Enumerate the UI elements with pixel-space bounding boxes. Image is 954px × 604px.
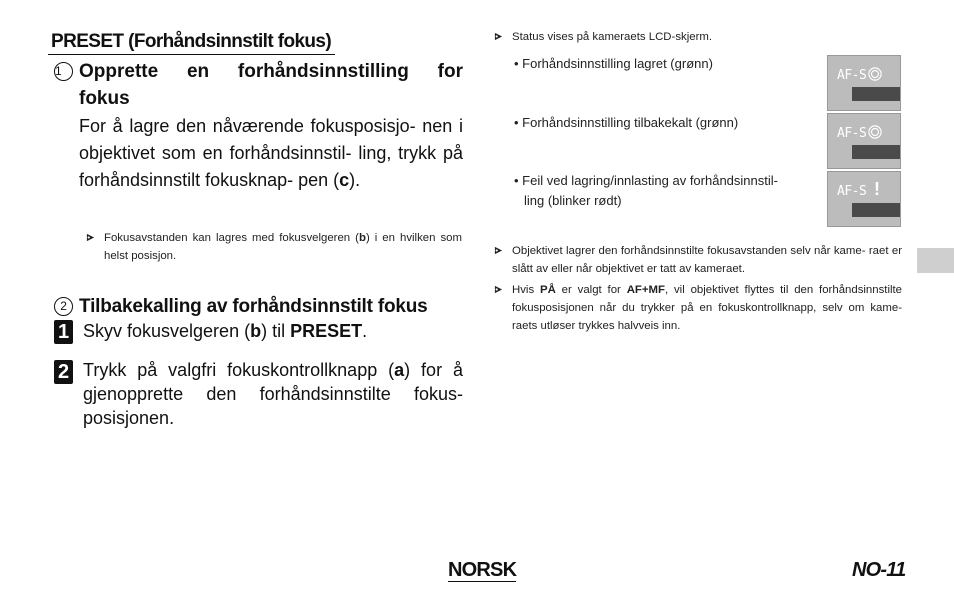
list-item: • Forhåndsinnstilling lagret (grønn) bbox=[514, 56, 713, 71]
step1-text-end: . bbox=[362, 321, 368, 341]
note-focus-distance bbox=[86, 229, 462, 265]
lcd-display bbox=[827, 171, 901, 227]
key-label-c: c bbox=[339, 170, 350, 190]
step2-text-end: ) for å gjenopprette den forhåndsinnstilte fokus- posisjonen. bbox=[83, 360, 463, 428]
section1-title-line2: fokus bbox=[79, 88, 130, 109]
list-item-text: Forhåndsinnstilling lagret (grønn) bbox=[522, 56, 713, 71]
step1-text-mid: ) til bbox=[261, 321, 291, 341]
step2-text-start: Trykk på valgfri fokuskontrollknapp ( bbox=[83, 360, 395, 380]
lcd-bar bbox=[852, 203, 900, 217]
key-label-a: a bbox=[394, 360, 405, 380]
section1-body-end: ). bbox=[349, 170, 361, 190]
section1-title-line1: Opprette en forhåndsinnstilling for bbox=[79, 61, 463, 82]
note-icon bbox=[86, 233, 95, 242]
step-number-badge: 1 bbox=[54, 320, 73, 344]
section-number-badge: 2 bbox=[54, 297, 73, 316]
note-text-mid: er valgt for bbox=[555, 284, 627, 296]
ring-icon bbox=[868, 125, 882, 139]
section1-body bbox=[79, 113, 463, 194]
lcd-bar bbox=[852, 145, 900, 159]
note-status bbox=[494, 28, 894, 46]
side-tab-marker bbox=[917, 248, 954, 273]
lcd-mode-label: AF-S bbox=[837, 126, 867, 141]
footer-language: NORSK bbox=[448, 559, 517, 581]
section1-title bbox=[54, 58, 463, 112]
section2-title-text: Tilbakekalling av forhåndsinnstilt fokus bbox=[79, 296, 428, 317]
step1-text-start: Skyv fokusvelgeren ( bbox=[83, 321, 251, 341]
step-number-badge: 2 bbox=[54, 360, 73, 384]
list-item-text: Feil ved lagring/innlasting av forhåndsinnstil- bbox=[522, 173, 778, 188]
page-number: NO-11 bbox=[852, 559, 906, 581]
note-text-end: , vil objektivet flyttes til den forhåndsinnstilte fokusposisjonen når du trykker på en fokuskontrollknapp, selv om kame- raets utløser trykkes halvveis inn. bbox=[512, 284, 903, 332]
af-mf-label: AF+MF bbox=[626, 284, 665, 296]
status-note-text: Status vises på kameraets LCD-skjerm. bbox=[512, 31, 713, 43]
step2-text bbox=[83, 358, 463, 430]
note-lens-memory bbox=[494, 242, 902, 278]
note-text: Objektivet lagrer den forhåndsinnstilte fokusavstanden selv når kame- raet er slått av eller når objektivet er tatt av kameraet. bbox=[512, 245, 902, 275]
key-label-b: b bbox=[250, 321, 262, 341]
step-1 bbox=[54, 319, 463, 345]
list-item-text: Forhåndsinnstilling tilbakekalt (grønn) bbox=[522, 115, 739, 130]
note-text: Fokusavstanden kan lagres med fokusvelgeren ( bbox=[104, 232, 359, 244]
note-af-mf bbox=[494, 281, 902, 335]
preset-label: PRESET bbox=[290, 321, 363, 341]
option-on-label: PÅ bbox=[540, 284, 556, 296]
lcd-mode-label: AF-S bbox=[837, 184, 867, 199]
ring-icon bbox=[868, 67, 882, 81]
note-icon bbox=[494, 246, 503, 255]
list-item: • Forhåndsinnstilling tilbakekalt (grønn) bbox=[514, 115, 739, 130]
step-2 bbox=[54, 358, 463, 434]
lcd-mode-label: AF-S bbox=[837, 68, 867, 83]
lcd-display bbox=[827, 55, 901, 111]
lcd-display bbox=[827, 113, 901, 169]
section-heading-preset: PRESET (Forhåndsinnstilt fokus) bbox=[48, 30, 335, 55]
note-text-end: ) i en hvilken som helst posisjon. bbox=[104, 232, 462, 262]
note-icon bbox=[494, 32, 503, 41]
exclamation-icon: ! bbox=[874, 179, 880, 199]
note-text: Hvis bbox=[512, 284, 540, 296]
section2-title bbox=[54, 293, 428, 320]
key-label-b: b bbox=[358, 232, 366, 244]
section-number-badge: 1 bbox=[54, 62, 73, 81]
section1-body-text: For å lagre den nåværende fokusposisjo- nen i objektivet som en forhåndsinnstil- ling, trykk på forhåndsinnstilt fokusknap- pen ( bbox=[79, 116, 463, 190]
lcd-bar bbox=[852, 87, 900, 101]
step1-text bbox=[83, 319, 367, 343]
list-item-text-line2: ling (blinker rødt) bbox=[524, 193, 622, 208]
note-icon bbox=[494, 285, 503, 294]
list-item: • Feil ved lagring/innlasting av forhåndsinnstil- ling (blinker rødt) bbox=[514, 171, 814, 211]
